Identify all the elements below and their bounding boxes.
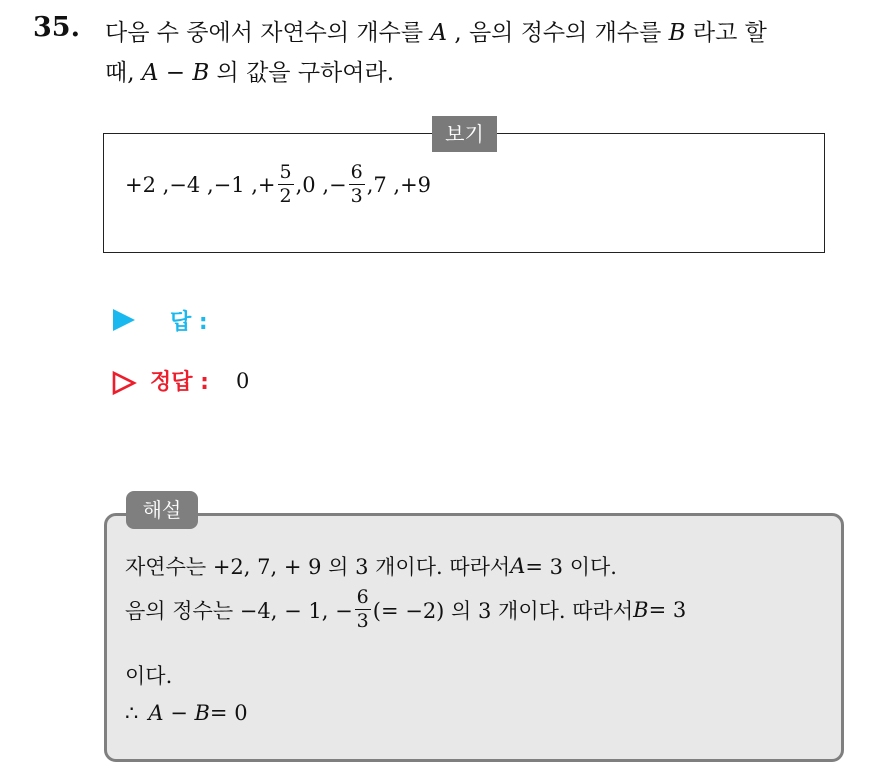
solution-text: (= −2) 의 3 개이다. 따라서 [372, 598, 634, 623]
solution-line2 [125, 588, 686, 631]
variable-a: A [430, 20, 448, 46]
solution-label: 해설 [126, 491, 198, 529]
solution-line1 [125, 551, 617, 581]
question-text: , 음의 정수의 개수를 [447, 20, 669, 46]
question-number: 35. [33, 12, 80, 43]
bogi-numbers: ,0 ,− [295, 172, 347, 197]
fraction [355, 588, 371, 631]
solution-text: 음의 정수는 −4, − 1, − [125, 598, 353, 623]
expression: A − B [148, 701, 210, 725]
answer-label: 답 : [170, 310, 208, 335]
therefore-symbol: ∴ [125, 701, 139, 725]
answer-arrow-icon [113, 309, 135, 331]
question-text: 라고 할 [685, 20, 767, 46]
correct-answer-value: 0 [236, 369, 250, 393]
solution-text: = 0 [209, 701, 248, 725]
bogi-numbers: +2 ,−4 ,−1 ,+ [125, 172, 276, 197]
question-text: 의 값을 구하여라. [209, 60, 395, 86]
fraction-denominator: 2 [279, 185, 292, 207]
correct-answer-arrow-icon [111, 370, 137, 396]
question-text: 때, [105, 60, 142, 86]
fraction [278, 163, 294, 206]
fraction [349, 163, 365, 206]
variable-b: B [668, 20, 686, 46]
question-text-line2 [105, 54, 394, 87]
variable-b: B [633, 597, 649, 622]
solution-line4 [125, 701, 248, 725]
correct-answer-label: 정답 : [150, 370, 209, 395]
question-text-line1 [105, 14, 767, 47]
variable-a: A [510, 554, 526, 578]
question-text: 다음 수 중에서 자연수의 개수를 [105, 20, 431, 46]
bogi-numbers: ,7 ,+9 [366, 172, 432, 197]
bogi-content [125, 163, 431, 206]
solution-text: = 3 이다. [525, 555, 617, 579]
fraction-numerator: 5 [279, 161, 292, 183]
fraction-denominator: 3 [350, 185, 363, 207]
fraction-denominator: 3 [356, 610, 369, 632]
solution-text: 자연수는 +2, 7, + 9 의 3 개이다. 따라서 [125, 555, 511, 579]
solution-text: = 3 [648, 597, 687, 622]
bogi-label: 보기 [432, 116, 497, 152]
solution-line3: 이다. [125, 664, 173, 688]
fraction-numerator: 6 [350, 161, 363, 183]
fraction-numerator: 6 [356, 586, 369, 608]
expression: A − B [141, 60, 210, 86]
